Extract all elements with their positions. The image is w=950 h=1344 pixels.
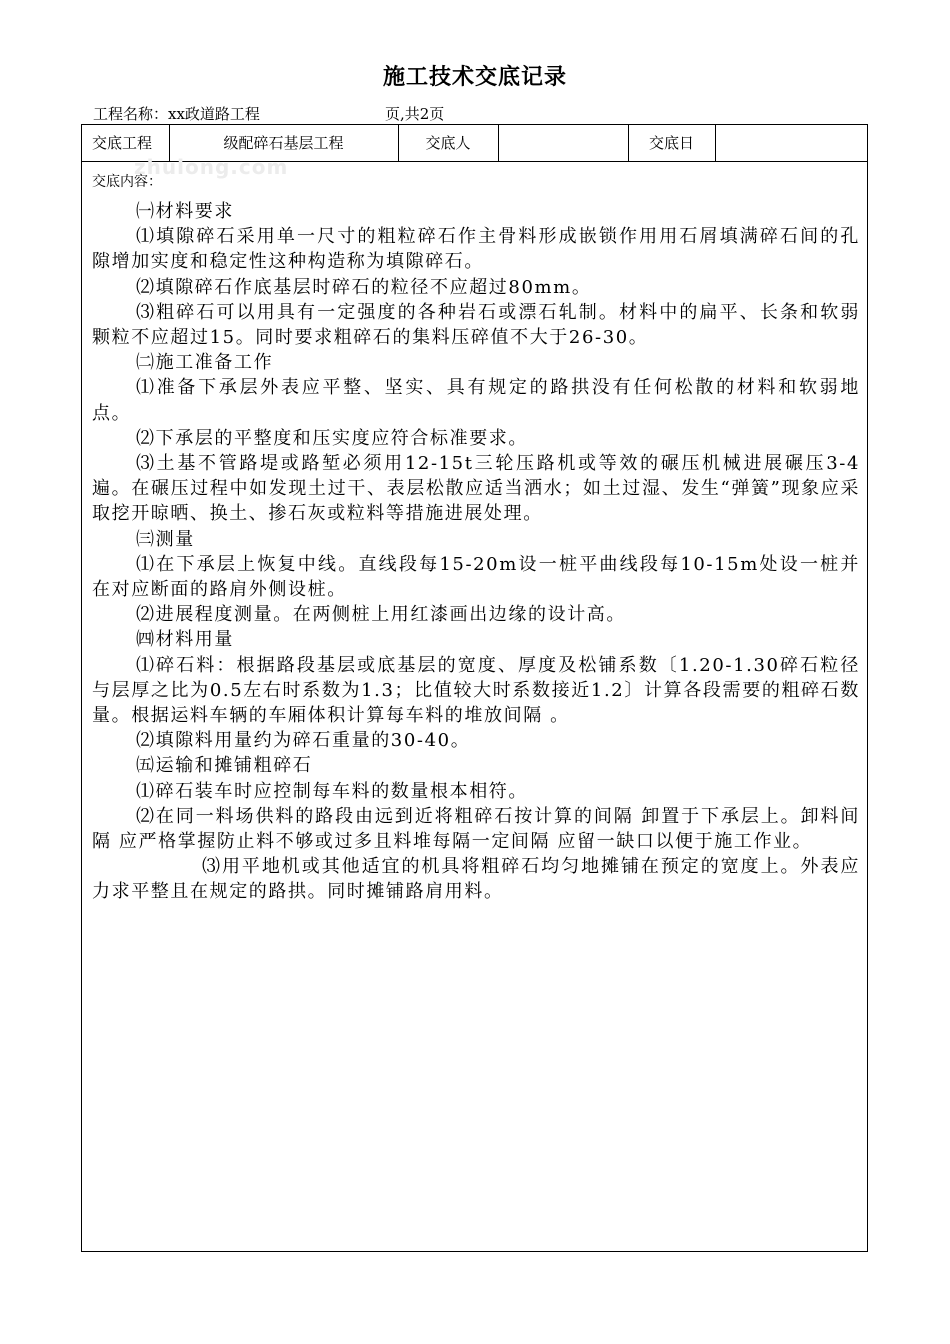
content-label: 交底内容： <box>92 174 162 190</box>
label-person: 交底人 <box>425 134 471 152</box>
project-name: 工程名称：xx政道路工程 <box>93 105 260 123</box>
paragraph: ⑵进展程度测量。在两侧桩上用红漆画出边缘的设计高。 <box>136 604 626 626</box>
section-heading: ㈡施工准备工作 <box>136 352 274 374</box>
label-project: 交底工程 <box>92 134 153 152</box>
page-info: 页,共2页 <box>385 105 445 123</box>
value-project: 级配碎石基层工程 <box>223 134 344 152</box>
label-date: 交底日 <box>648 134 694 152</box>
paragraph: ⑴填隙碎石采用单一尺寸的粗粒碎石作主骨料形成嵌锁作用用石屑填满碎石间的孔隙增加实度和稳定性这种构造称为填隙碎石。 <box>92 226 860 273</box>
paragraph: ⑶用平地机或其他适宜的机具将粗碎石均匀地摊铺在预定的宽度上。外表应力求平整且在规定的路拱。同时摊铺路肩用料。 <box>92 856 860 903</box>
paragraph: ⑴碎石装车时应控制每车料的数量根本相符。 <box>136 780 528 802</box>
content-body <box>92 199 860 905</box>
paragraph: ⑴在下承层上恢复中线。直线段每15-20m设一桩平曲线段每10-15m处设一桩并在对应断面的路肩外侧设桩。 <box>92 553 860 601</box>
paragraph: ⑴准备下承层外表应平整、坚实、具有规定的路拱没有任何松散的材料和软弱地点。 <box>92 377 860 424</box>
watermark: zhulong.com <box>134 155 289 179</box>
section-heading: ㈠材料要求 <box>136 201 234 222</box>
document-title: 施工技术交底记录 <box>382 64 567 90</box>
paragraph: ⑵下承层的平整度和压实度应符合标准要求。 <box>136 427 528 449</box>
paragraph: ⑵在同一料场供料的路段由远到近将粗碎石按计算的间隔 卸置于下承层上。卸料间隔 应严格掌握防止料不够或过多且料堆每隔一定间隔 应留一缺口以便于施工作业。 <box>92 805 860 853</box>
value-person <box>498 125 628 161</box>
section-heading: ㈣材料用量 <box>136 629 234 651</box>
section-heading: ㈢测量 <box>136 528 195 550</box>
paragraph: ⑶土基不管路堤或路堑必须用12-15t三轮压路机或等效的碾压机械进展碾压3-4遍。在碾压过程中如发现土过干、表层松散应适当洒水；如土过湿、发生“弹簧”现象应采取挖开晾晒、换土、掺石灰或粒料等措施进展处理。 <box>92 453 860 525</box>
paragraph: ⑴碎石料：根据路段基层或底基层的宽度、厚度及松铺系数〔1.20-1.30碎石粒径与层厚之比为0.5左右时系数为1.3；比值较大时系数接近1.2〕计算各段需要的粗碎石数量。根据运料车辆的车厢体积计算每车料的堆放间隔 。 <box>92 654 860 727</box>
value-date <box>715 125 865 161</box>
paragraph: ⑶粗碎石可以用具有一定强度的各种岩石或漂石轧制。材料中的扁平、长条和软弱颗粒不应超过15。同时要求粗碎石的集料压碎值不大于26-30。 <box>92 301 860 349</box>
paragraph: ⑵填隙碎石作底基层时碎石的粒径不应超过80mm。 <box>136 276 592 298</box>
section-heading: ㈤运输和摊铺粗碎石 <box>136 755 313 777</box>
paragraph: ⑵填隙料用量约为碎石重量的30-40。 <box>136 730 471 752</box>
record-sheet <box>81 124 868 1252</box>
